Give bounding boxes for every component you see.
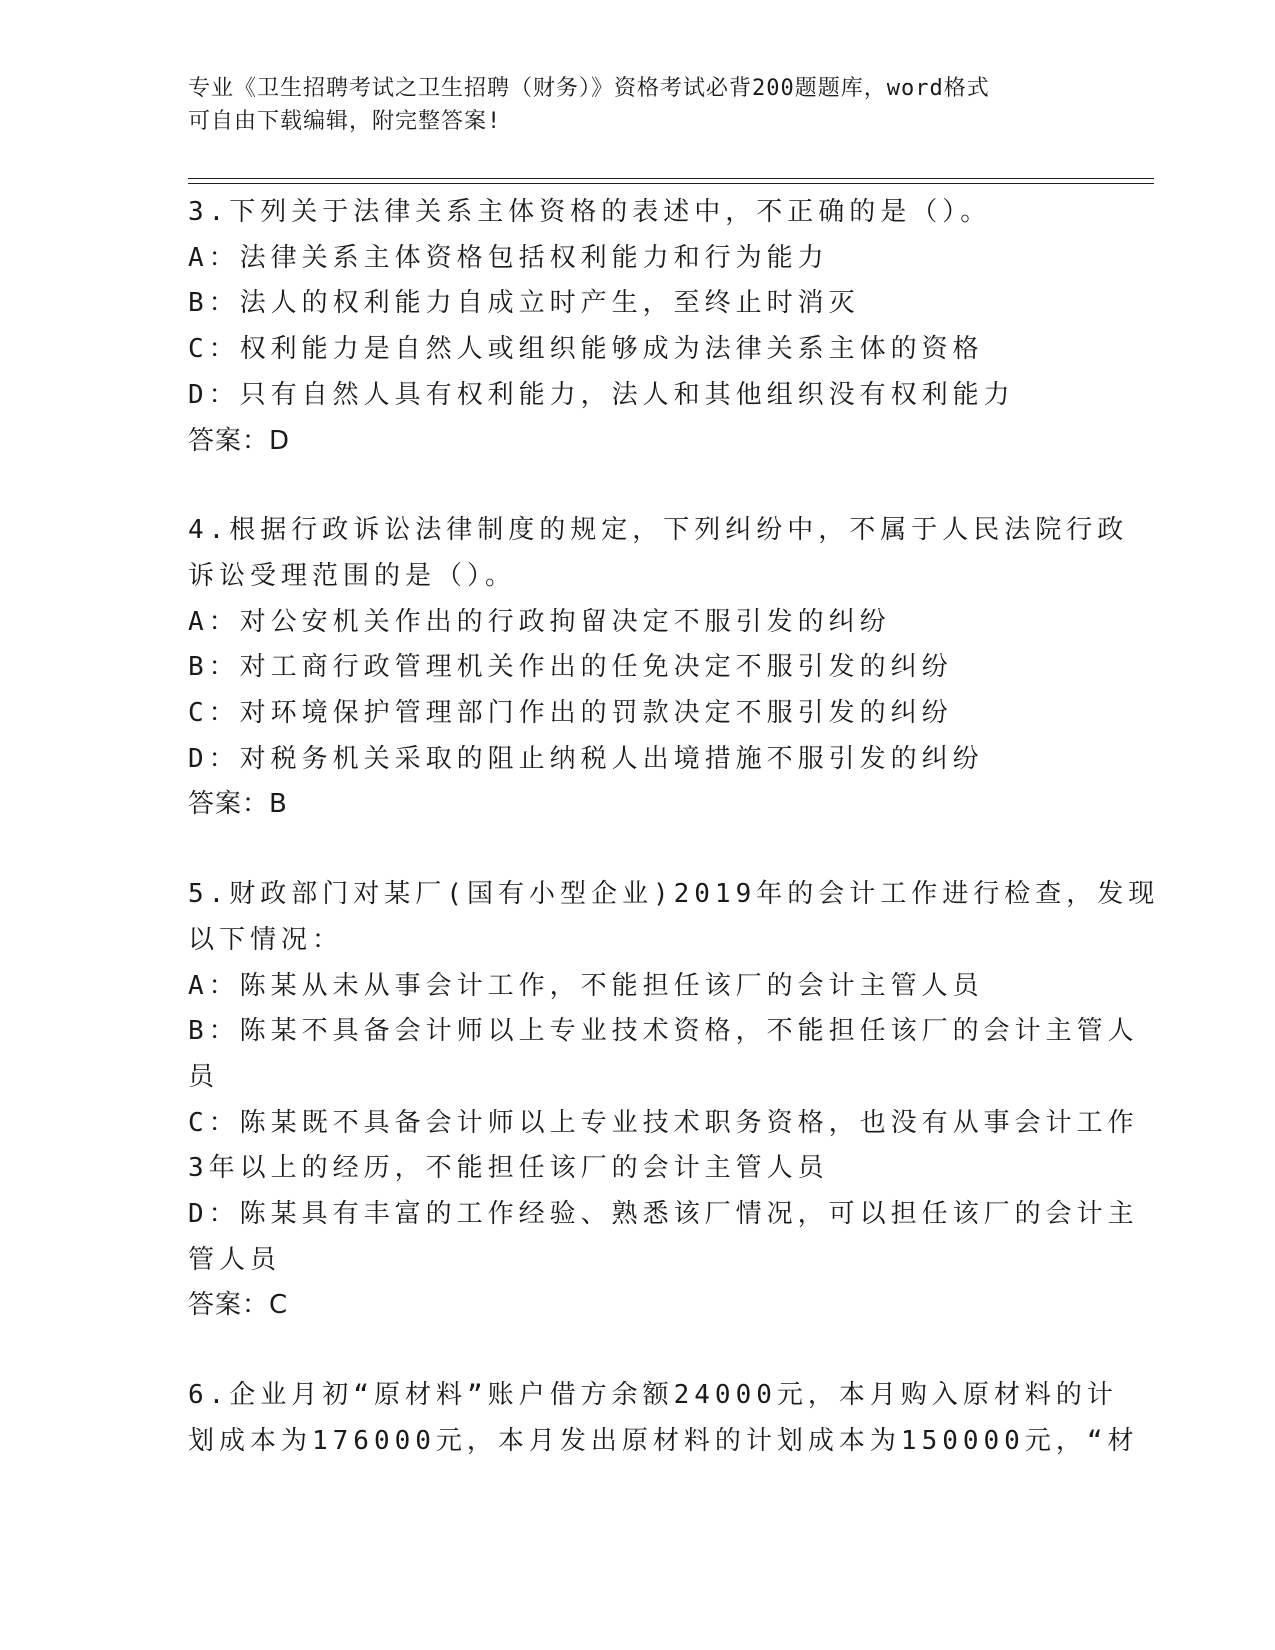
question-option: B：对工商行政管理机关作出的任免决定不服引发的纠纷	[188, 652, 953, 683]
question-block	[188, 508, 1129, 828]
question-stem: 以下情况：	[188, 924, 344, 955]
question-block	[188, 190, 1088, 464]
question-stem: 6.企业月初“原材料”账户借方余额24000元，本月购入原材料的计	[188, 1380, 1118, 1411]
question-option: C：权利能力是自然人或组织能够成为法律关系主体的资格	[188, 334, 984, 365]
header-line-2: 可自由下载编辑，附完整答案!	[188, 109, 502, 134]
question-stem: 3.下列关于法律关系主体资格的表述中，不正确的是（）。	[188, 197, 992, 227]
question-answer: 答案：B	[188, 789, 288, 820]
question-answer: 答案：D	[188, 425, 291, 456]
header-rule-top	[188, 178, 1154, 179]
question-option: 员	[188, 1061, 220, 1092]
question-option: A：法律关系主体资格包括权利能力和行为能力	[188, 242, 829, 273]
question-stem: 诉讼受理范围的是（）。	[188, 560, 517, 591]
question-block	[188, 1373, 1139, 1464]
question-stem: 5.财政部门对某厂(国有小型企业)2019年的会计工作进行检查，发现	[188, 879, 1160, 910]
question-option: B：法人的权利能力自成立时产生，至终止时消灭	[188, 288, 860, 319]
question-option: A：对公安机关作出的行政拘留决定不服引发的纠纷	[188, 606, 891, 637]
question-option: 3年以上的经历，不能担任该厂的会计主管人员	[188, 1153, 829, 1184]
question-option: C：陈某既不具备会计师以上专业技术职务资格，也没有从事会计工作	[188, 1107, 1139, 1138]
question-option: B：陈某不具备会计师以上专业技术资格，不能担任该厂的会计主管人	[188, 1016, 1139, 1047]
question-list	[188, 190, 1160, 1509]
question-option: 管人员	[188, 1244, 282, 1275]
question-answer: 答案：C	[188, 1290, 289, 1321]
question-option: C：对环境保护管理部门作出的罚款决定不服引发的纠纷	[188, 698, 953, 729]
question-option: D：只有自然人具有权利能力，法人和其他组织没有权利能力	[188, 379, 1015, 410]
question-option: A：陈某从未从事会计工作，不能担任该厂的会计主管人员	[188, 970, 984, 1001]
document-header	[188, 72, 1088, 138]
question-stem: 划成本为176000元，本月发出原材料的计划成本为150000元，“材	[188, 1425, 1139, 1456]
question-block	[188, 872, 1160, 1329]
question-option: D：对税务机关采取的阻止纳税人出境措施不服引发的纠纷	[188, 743, 984, 774]
header-line-1: 专业《卫生招聘考试之卫生招聘（财务）》资格考试必背200题题库，word格式	[188, 76, 990, 101]
question-option: D：陈某具有丰富的工作经验、熟悉该厂情况，可以担任该厂的会计主	[188, 1199, 1139, 1230]
header-rule-bottom	[188, 183, 1154, 184]
question-stem: 4.根据行政诉讼法律制度的规定，下列纠纷中，不属于人民法院行政	[188, 515, 1129, 546]
